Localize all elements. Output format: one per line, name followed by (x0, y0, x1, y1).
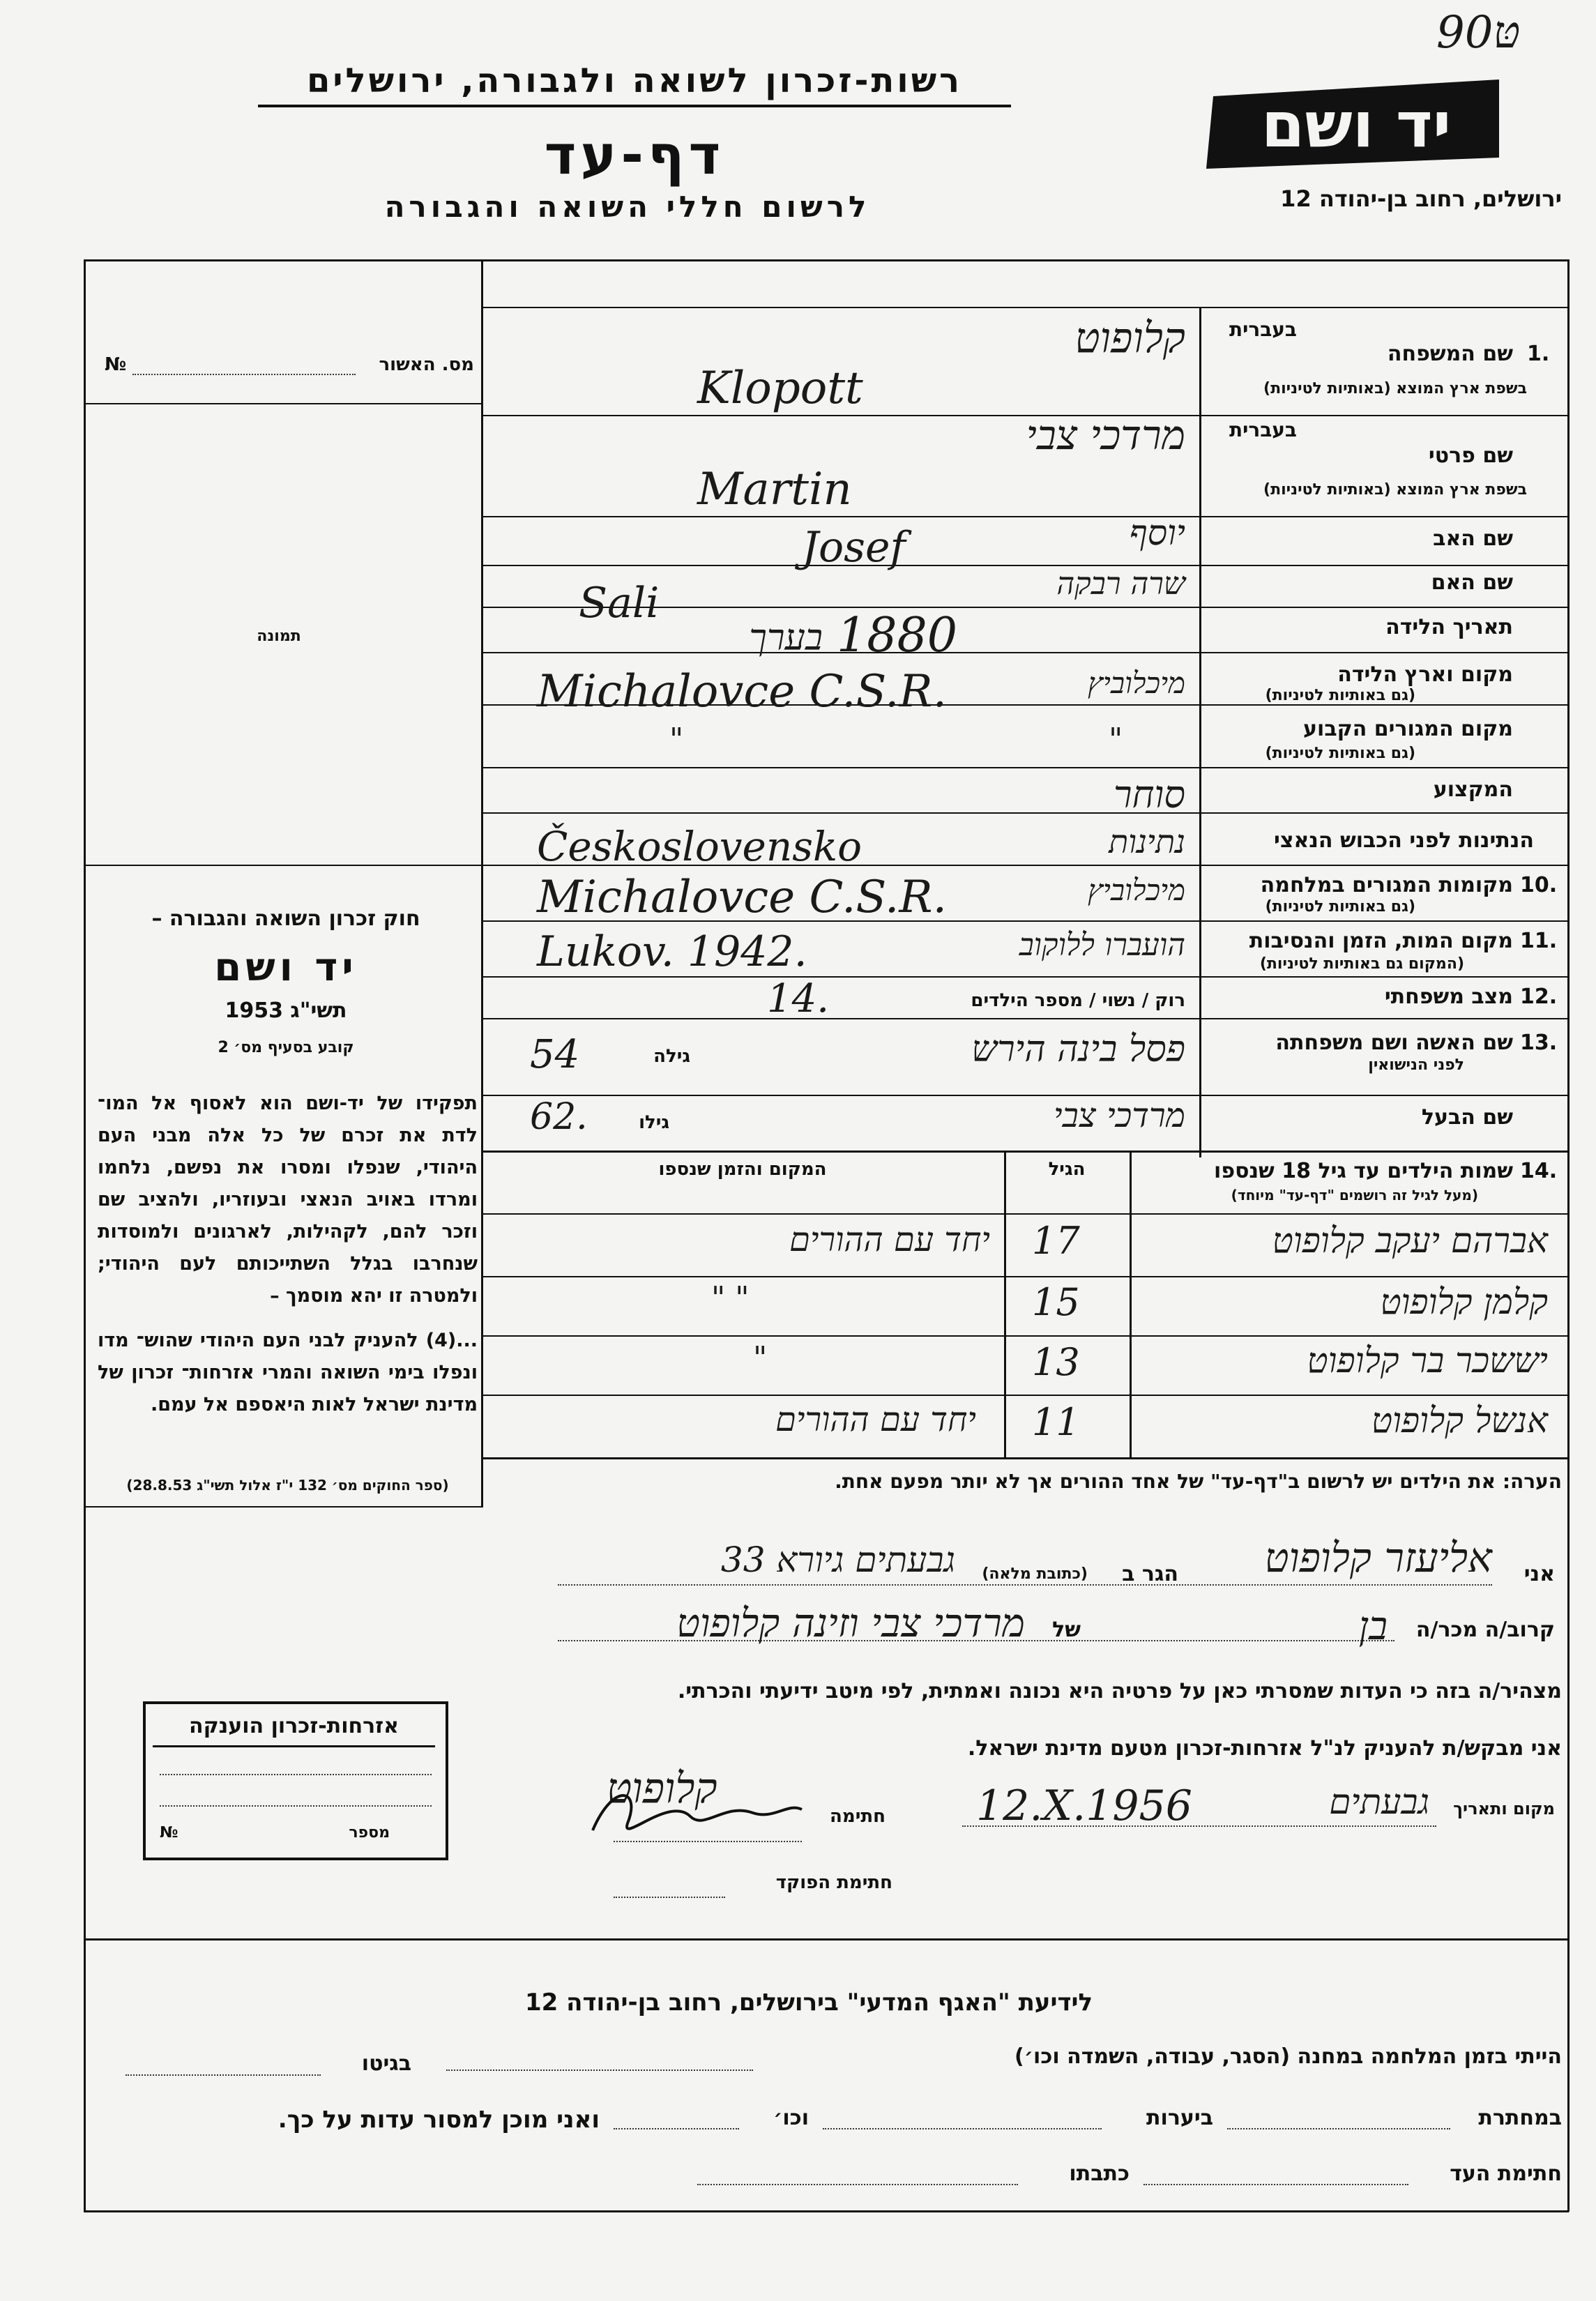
field-death-place-sub: (המקום גם באותיות לטיניות) (1259, 955, 1464, 973)
death-place-latin-value[interactable]: Lukov. 1942. (537, 927, 807, 976)
relation-of-value[interactable]: מרדכי צבי וזינה קלופוט (676, 1601, 1025, 1646)
child-2-name[interactable]: קלמן קלופוט (1380, 1282, 1548, 1322)
child-4-name[interactable]: אנשל קלופוט (1371, 1400, 1548, 1441)
first-name-latin-value[interactable]: Martin (697, 464, 852, 515)
husband-age-value[interactable]: 62. (530, 1096, 588, 1138)
signature-label: חתימה (830, 1806, 886, 1827)
date-value[interactable]: 12.X.1956 (976, 1782, 1192, 1830)
field-13-number: 13. (1520, 1031, 1558, 1055)
footer-forests-label: ביערות (1146, 2106, 1213, 2130)
relation-of-label: של (1052, 1618, 1081, 1642)
husband-age-label: גילו (639, 1112, 669, 1133)
field-marital-status-label: מצב משפחתי (1384, 985, 1513, 1009)
footer-camp-line: הייתי בזמן המלחמה במחנה (הסגר, עבודה, השמדה וכו׳) (1014, 2044, 1562, 2069)
photo-label: תמונה (257, 628, 301, 645)
field-birth-place-label: מקום וארץ הלידה (1337, 662, 1513, 687)
field-first-name-label: שם פרטי (1428, 443, 1513, 468)
child-4-place[interactable]: יחד עם ההורים (775, 1400, 976, 1439)
declaration-residing-label: הגר ב (1122, 1562, 1178, 1586)
birth-date-value[interactable]: 1880 (837, 608, 958, 663)
law-clause: קובע בסעיף מס׳ 2 (218, 1039, 354, 1056)
family-name-latin-value[interactable]: Klopott (697, 363, 863, 414)
place-date-label: מקום ותאריך (1453, 1799, 1555, 1818)
field-war-residence-label: מקומות המגורים במלחמה (1260, 873, 1513, 897)
field-family-name-label: שם המשפחה (1387, 342, 1513, 366)
field-14-number: 14. (1520, 1159, 1558, 1183)
field-residence-sub: (גם באותיות לטיניות) (1265, 745, 1415, 762)
father-name-latin-value[interactable]: Josef (802, 523, 906, 572)
field-1-number: 1. (1527, 342, 1550, 366)
page-subtitle: לרשום חללי השואה והגבורה (384, 190, 871, 224)
residence-hebrew-value[interactable]: " (1109, 722, 1123, 757)
declaration-i-label: אני (1523, 1562, 1555, 1586)
child-3-age[interactable]: 13 (1032, 1340, 1080, 1384)
war-residence-latin-value[interactable]: Michalovce C.S.R. (537, 872, 947, 923)
declarant-address[interactable]: גבעתים גיורא 33 (720, 1540, 955, 1580)
field-12-number: 12. (1520, 985, 1558, 1009)
field-11-number: 11. (1520, 929, 1558, 953)
address-header: ירושלים, רחוב בן-יהודה 12 (1280, 185, 1562, 212)
husband-name-value[interactable]: מרדכי צבי (1054, 1096, 1185, 1135)
children-col-age: הגיל (1048, 1159, 1086, 1180)
children-col-place: המקום והזמן שנספו (658, 1159, 827, 1180)
profession-value[interactable]: סוחר (1113, 773, 1185, 817)
wife-name-value[interactable]: פסל בינה הירש (971, 1028, 1185, 1070)
law-year: תשי"ג 1953 (225, 998, 347, 1023)
declaration-statement: מצהיר/ה בזה כי העדות שמסרתי כאן על פרטיה היא נכונה ואמתית, לפי מיטב ידיעתי והכרתי. (677, 1679, 1562, 1703)
father-name-hebrew-value[interactable]: יוסף (1129, 512, 1185, 553)
first-name-hebrew-value[interactable]: מרדכי צבי (1026, 411, 1185, 459)
children-table-label: שמות הילדים עד גיל 18 שנספו (1214, 1159, 1513, 1183)
child-3-name[interactable]: יששכר בר קלופוט (1307, 1340, 1548, 1381)
officer-signature-label: חתימת הפוקד (775, 1872, 892, 1893)
authority-name: רשות-זכרון לשואה ולגבורה, ירושלים (306, 61, 963, 100)
declaration-request: אני מבקש/ת להעניק לנ"ל אזרחות-זכרון מטעם מדינת ישראל. (967, 1736, 1562, 1761)
child-2-age[interactable]: 15 (1032, 1280, 1080, 1324)
header-rule (258, 105, 1011, 107)
child-1-place[interactable]: יחד עם ההורים (789, 1220, 990, 1259)
signature-flourish (586, 1775, 809, 1851)
field-10-number: 10. (1520, 873, 1558, 897)
nationality-latin-value[interactable]: Československo (537, 823, 862, 870)
law-title: חוק זכרון השואה והגבורה – (151, 906, 420, 931)
relation-label: קרוב/ה מכר/ה (1415, 1618, 1555, 1642)
place-value[interactable]: גבעתים (1329, 1782, 1429, 1822)
mother-name-hebrew-value[interactable]: שרה רבקה (1056, 566, 1185, 602)
field-profession-label: המקצוע (1433, 777, 1513, 802)
birth-date-hebrew-value[interactable]: בערך (749, 617, 823, 659)
declarant-name[interactable]: אליעזר קלופוט (1264, 1534, 1492, 1581)
page-title: דף-עד (544, 124, 725, 187)
citizenship-box-number-label: מספר (349, 1824, 390, 1841)
footer-title: לידיעת "האגף המדעי" בירושלים, רחוב בן-יהודה 12 (524, 1989, 1093, 2017)
footer-address-label: כתבתו (1069, 2162, 1130, 2186)
children-table-sub: (מעל לגיל זה רושמים "דף-עד" מיוחד) (1231, 1187, 1478, 1203)
number-of-children-value[interactable]: 14. (767, 976, 830, 1022)
field-first-name-sub: בשפת ארץ המוצא (באותיות לטיניות) (1263, 481, 1527, 499)
field-husband-name-label: שם הבעל (1421, 1105, 1513, 1130)
field-wife-name-sub: לפני הנישואין (1368, 1056, 1464, 1074)
family-name-hebrew-value[interactable]: קלופוט (1074, 314, 1185, 363)
marital-status-inline-label: רוק / נשוי / מספר הילדים (971, 990, 1185, 1011)
mother-name-latin-value[interactable]: Sali (579, 579, 660, 628)
footer-underground-label: במחתרת (1478, 2106, 1562, 2130)
field-war-residence-sub: (גם באותיות לטיניות) (1265, 898, 1415, 916)
wife-age-value[interactable]: 54 (530, 1032, 580, 1077)
svg-text:יד ושם: יד ושם (1261, 89, 1452, 162)
field-nationality-label: הנתינות לפני הכבוש הנאצי (1274, 828, 1534, 853)
citizenship-box-no-mark: № (160, 1824, 178, 1841)
birth-place-hebrew-value[interactable]: מיכלוביץ (1088, 666, 1185, 700)
child-1-name[interactable]: אברהם יעקב קלופוט (1272, 1220, 1548, 1261)
children-note: הערה: את הילדים יש לרשום ב"דף-עד" של אחד ההורים אך לא יותר מפעם אחת. (835, 1470, 1562, 1493)
approval-number-label: מס. האשור (379, 354, 474, 375)
footer-witness-signature-label: חתימת העד (1450, 2162, 1562, 2186)
war-residence-hebrew-value[interactable]: מיכלוביץ (1088, 873, 1185, 907)
footer-etc-label: וכו׳ (773, 2106, 809, 2130)
field-family-name-sub: בשפת ארץ המוצא (באותיות לטיניות) (1263, 380, 1527, 397)
birth-place-latin-value[interactable]: Michalovce C.S.R. (537, 666, 947, 717)
corner-handwritten-note: 9טּ0 (1436, 7, 1521, 59)
field-birth-date-label: תאריך הלידה (1385, 615, 1513, 639)
relation-value[interactable]: בן (1358, 1604, 1388, 1649)
nationality-hebrew-value[interactable]: נתינות (1109, 823, 1185, 860)
residence-latin-value[interactable]: " (669, 722, 684, 757)
death-place-hebrew-value[interactable]: הועברו ללוקוב (1019, 927, 1185, 963)
field-father-name-label: שם האב (1433, 526, 1513, 551)
footer-ready-label: ואני מוכן למסור עדות על כך. (278, 2106, 600, 2134)
approval-number-mark: № (105, 354, 127, 375)
child-1-age[interactable]: 17 (1032, 1219, 1080, 1263)
field-mother-name-label: שם האם (1431, 570, 1513, 595)
field-birth-place-sub: (גם באותיות לטיניות) (1265, 687, 1415, 704)
law-text: תפקידו של יד-ושם הוא לאסוף אל המו־ לדת את זכרם של כל אלה מבני העם היהודי, שנפלו ומסרו את נפשם, נלחמו ומרדו באויב הנאצי ובעוזריו, ולהציב שם וזכר להם, לקהילות, לארגונים ולמוסדות שנחרבו בגלל השתייכותם לעם היהודי; ולמטרה זו יהא מוסמך – (98, 1093, 478, 1307)
child-4-age[interactable]: 11 (1032, 1400, 1080, 1444)
declarant-signature[interactable]: קלופוט (607, 1764, 717, 1813)
law-source: (ספר החוקים מס׳ 132 י"ז אלול תשי"ג 28.8.53) (126, 1477, 449, 1494)
law-name: יד ושם (214, 945, 358, 990)
citizenship-box-title: אזרחות-זכרון הוענקה (153, 1714, 435, 1747)
field-death-place-label: מקום המות, הזמן והנסיבות (1249, 929, 1513, 953)
field-first-name-hebrew-sub: בעברית (1229, 418, 1297, 441)
yad-vashem-logo (1199, 75, 1506, 173)
child-2-place[interactable]: " " (711, 1280, 750, 1316)
declaration-full-address-label: (כתובת מלאה) (982, 1565, 1088, 1583)
field-family-name-hebrew-sub: בעברית (1229, 318, 1297, 341)
wife-age-label: גילה (653, 1046, 690, 1067)
field-wife-name-label: שם האשה ושם משפחתה (1275, 1031, 1513, 1055)
child-3-place[interactable]: " (753, 1340, 768, 1376)
law-text-clause-4: ...(4) להעניק לבני העם היהודי שהוש־ מדו ונפלו בימי השואה והמרי אזרחות־ זכרון של מדינת ישראל לאות היאספם אל עמם. (98, 1330, 478, 1415)
footer-ghetto-label: בגיטו (361, 2051, 411, 2076)
field-residence-label: מקום המגורים הקבוע (1303, 717, 1513, 741)
memorial-citizenship-box (143, 1701, 448, 1860)
